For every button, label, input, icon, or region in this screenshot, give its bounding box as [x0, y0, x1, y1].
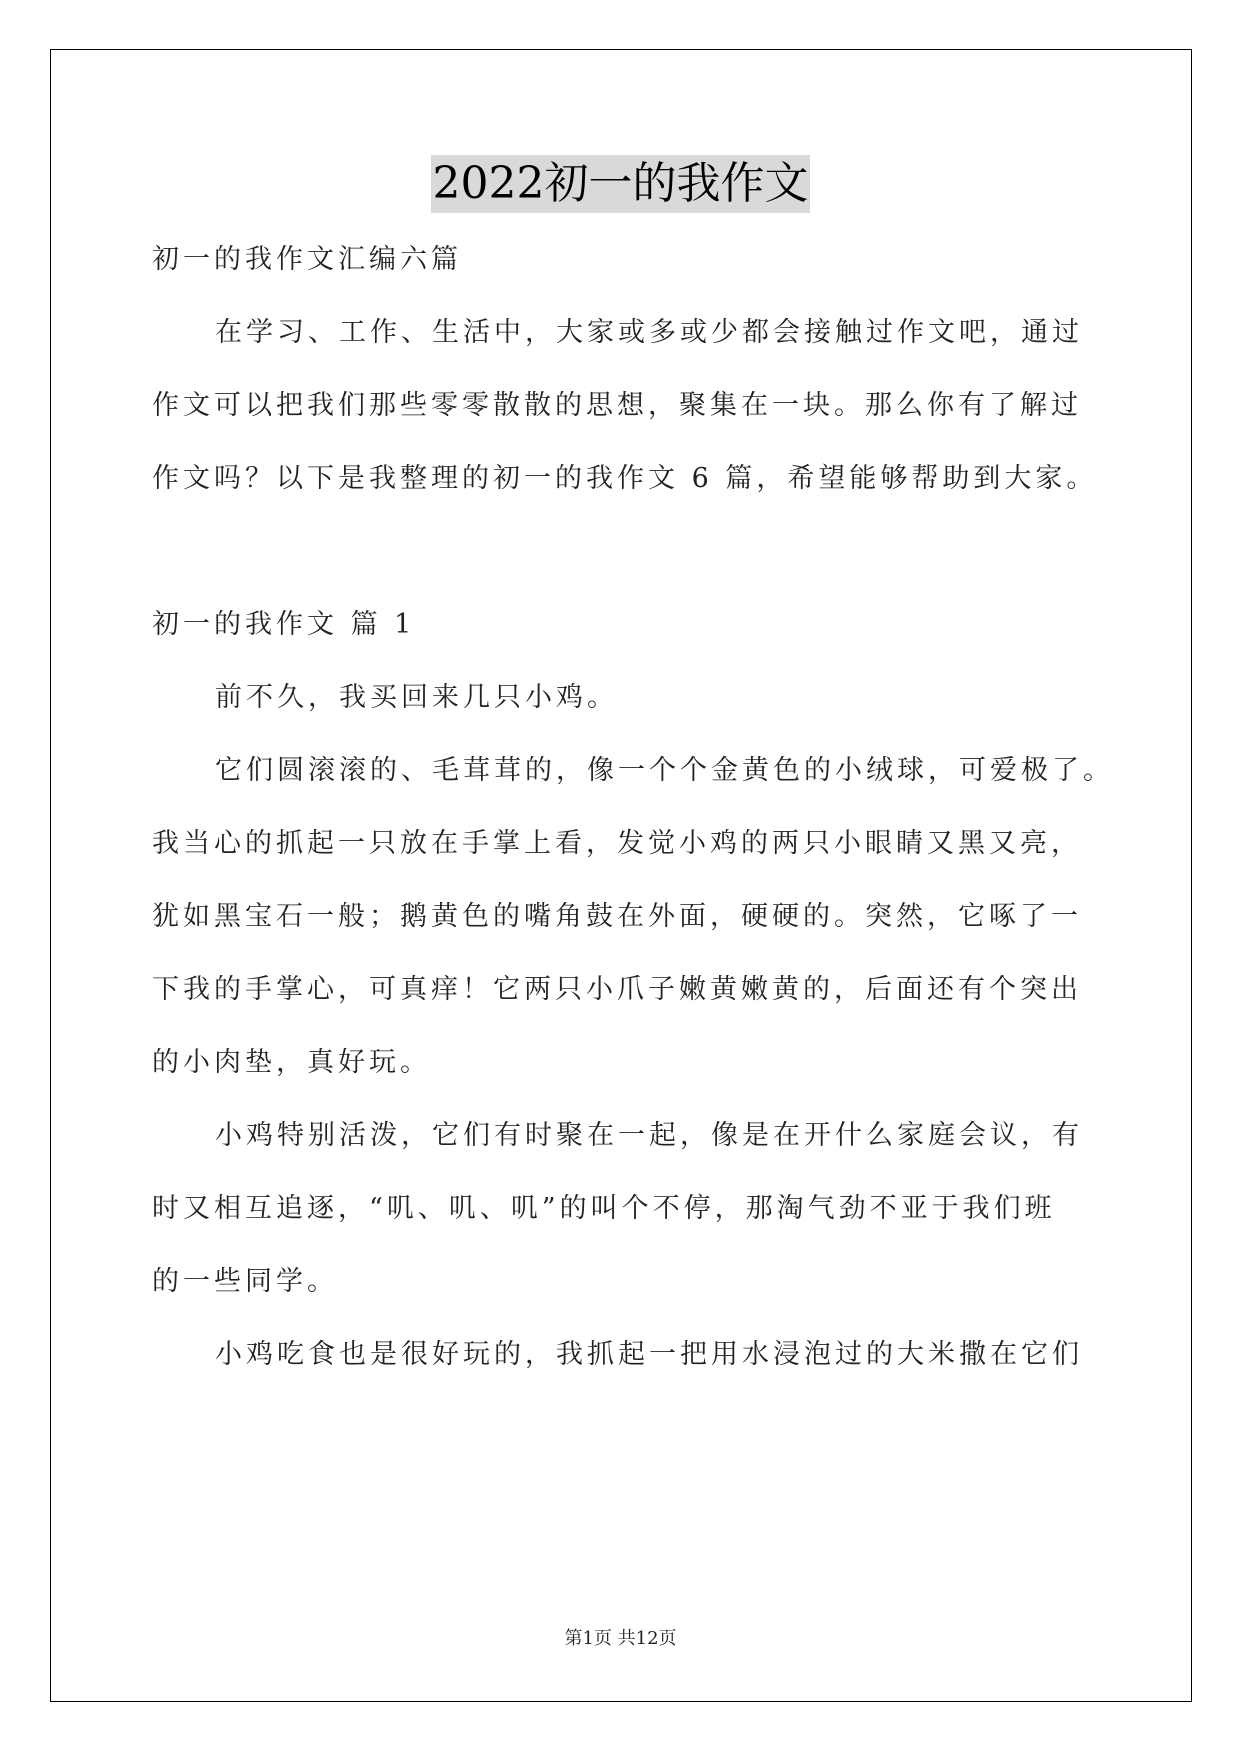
subtitle: 初一的我作文汇编六篇: [152, 244, 462, 275]
section-heading: 初一的我作文 篇 1: [152, 609, 416, 640]
paragraph-line: 犹如黑宝石一般；鹅黄色的嘴角鼓在外面，硬硬的。突然，它啄了一: [152, 901, 1082, 932]
paragraph-line: 它们圆滚滚的、毛茸茸的，像一个个金黄色的小绒球，可爱极了。: [215, 755, 1114, 786]
title-container: [0, 155, 1241, 213]
intro-line: 作文吗？以下是我整理的初一的我作文 6 篇，希望能够帮助到大家。: [152, 463, 1098, 494]
paragraph-line: 的一些同学。: [152, 1266, 338, 1297]
paragraph-line: 前不久，我买回来几只小鸡。: [215, 682, 618, 713]
document-title: 2022初一的我作文: [431, 155, 811, 213]
paragraph-line: 时又相互追逐，“叽、叽、叽”的叫个不停，那淘气劲不亚于我们班: [152, 1193, 1056, 1224]
paragraph-line: 下我的手掌心，可真痒！它两只小爪子嫩黄嫩黄的，后面还有个突出: [152, 974, 1082, 1005]
page-border: [50, 49, 1192, 1702]
paragraph-line: 的小肉垫，真好玩。: [152, 1047, 431, 1078]
intro-line: 作文可以把我们那些零零散散的思想，聚集在一块。那么你有了解过: [152, 390, 1082, 421]
paragraph-line: 我当心的抓起一只放在手掌上看，发觉小鸡的两只小眼睛又黑又亮，: [152, 828, 1082, 859]
page-footer: 第1页 共12页: [564, 1628, 677, 1649]
paragraph-line: 小鸡吃食也是很好玩的，我抓起一把用水浸泡过的大米撒在它们: [215, 1339, 1083, 1370]
paragraph-line: 小鸡特别活泼，它们有时聚在一起，像是在开什么家庭会议，有: [215, 1120, 1083, 1151]
intro-line: 在学习、工作、生活中，大家或多或少都会接触过作文吧，通过: [215, 317, 1083, 348]
